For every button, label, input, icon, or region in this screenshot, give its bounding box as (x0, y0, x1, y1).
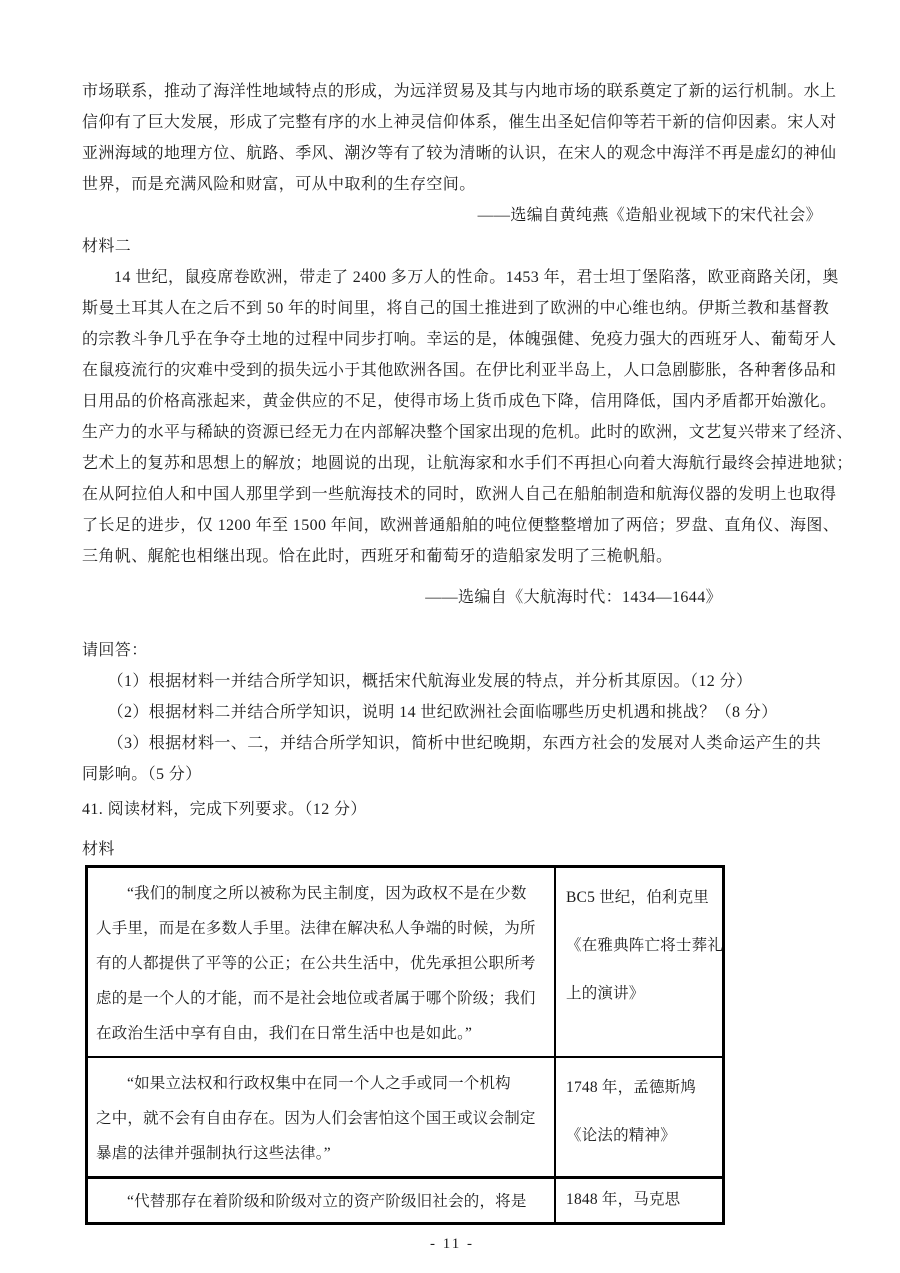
text-line: 在从阿拉伯人和中国人那里学到一些航海技术的同时，欧洲人自己在船舶制造和航海仪器的发明上也取得 (82, 486, 837, 503)
source-line: BC5 世纪，伯利克里 (566, 889, 710, 906)
source-line: 1848 年，马克思 (566, 1191, 681, 1208)
quote-line: “如果立法权和行政权集中在同一个人之手或同一个机构 (127, 1075, 511, 1092)
source-line: 《在雅典阵亡将士葬礼 (566, 937, 724, 954)
text-line: 的宗教斗争几乎在争夺土地的过程中同步打响。幸运的是，体魄强健、免疫力强大的西班牙人、葡萄牙人 (82, 331, 837, 348)
source-cell (555, 1057, 724, 1178)
page-number: - 11 - (430, 1236, 474, 1252)
text-line: 世界，而是充满风险和财富，可从中取利的生存空间。 (82, 176, 476, 193)
question-item-1: （1）根据材料一并结合所学知识，概括宋代航海业发展的特点，并分析其原因。（12 分） (107, 673, 753, 690)
quote-line: “代替那存在着阶级和阶级对立的资产阶级旧社会的，将是 (127, 1193, 527, 1210)
text-line: 三角帆、艉舵也相继出现。恰在此时，西班牙和葡萄牙的造船家发明了三桅帆船。 (82, 548, 673, 565)
material-one-attribution: ——选编自黄纯燕《造船业视域下的宋代社会》 (477, 207, 822, 224)
text-line: 生产力的水平与稀缺的资源已经无力在内部解决整个国家出现的危机。此时的欧洲，文艺复兴带来了经济、 (82, 424, 853, 441)
text-line: 在鼠疫流行的灾难中受到的损失远小于其他欧洲各国。在伊比利亚半岛上，人口急剧膨胀，各种奢侈品和 (82, 362, 837, 379)
table-row (87, 867, 724, 1058)
quote-line: “我们的制度之所以被称为民主制度，因为政权不是在少数 (127, 885, 527, 902)
material-two-heading: 材料二 (82, 238, 132, 255)
quotes-table (85, 865, 725, 1225)
quote-cell (87, 1057, 556, 1178)
quote-line: 虑的是一个人的才能，而不是社会地位或者属于哪个阶级；我们 (96, 990, 536, 1007)
source-line: 上的演讲》 (566, 985, 645, 1002)
quote-line: 有的人都提供了平等的公正；在公共生活中，优先承担公职所考 (96, 955, 536, 972)
material-two-attribution: ——选编自《大航海时代：1434—1644》 (425, 589, 722, 606)
text-line: 14 世纪，鼠疫席卷欧洲，带走了 2400 多万人的性命。1453 年，君士坦丁堡陷落，欧亚商路关闭，奥 (114, 269, 839, 286)
question-41-stem: 41. 阅读材料，完成下列要求。（12 分） (82, 801, 367, 818)
quote-line: 之中，就不会有自由存在。因为人们会害怕这个国王或议会制定 (96, 1110, 536, 1127)
text-line: 艺术上的复苏和思想上的解放；地圆说的出现，让航海家和水手们不再担心向着大海航行最终会掉进地狱； (82, 455, 853, 472)
table-row (87, 1178, 724, 1224)
text-line: 日用品的价格高涨起来，黄金供应的不足，使得市场上货币成色下降，信用降低，国内矛盾都开始激化。 (82, 393, 837, 410)
text-line: 了长足的进步，仅 1200 年至 1500 年间，欧洲普通船舶的吨位便整整增加了两倍；罗盘、直角仪、海图、 (82, 517, 840, 534)
text-line: 斯曼土耳其人在之后不到 50 年的时间里，将自己的国土推进到了欧洲的中心维也纳。伊斯兰教和基督教 (82, 300, 830, 317)
quote-cell (87, 867, 556, 1058)
quote-line: 在政治生活中享有自由，我们在日常生活中也是如此。” (96, 1025, 473, 1042)
source-line: 《论法的精神》 (566, 1127, 676, 1144)
source-cell (555, 867, 724, 1058)
material-two-paragraph (82, 262, 853, 572)
material-one-paragraph (82, 76, 837, 200)
source-line: 1748 年，孟德斯鸠 (566, 1079, 697, 1096)
question-item-2: （2）根据材料二并结合所学知识，说明 14 世纪欧洲社会面临哪些历史机遇和挑战？（8 分） (107, 704, 778, 721)
text-line: 亚洲海域的地理方位、航路、季风、潮汐等有了较为清晰的认识，在宋人的观念中海洋不再是虚幻的神仙 (82, 145, 837, 162)
text-line: 市场联系，推动了海洋性地域特点的形成，为远洋贸易及其与内地市场的联系奠定了新的运行机制。水上 (82, 83, 837, 100)
quote-cell (87, 1178, 556, 1224)
question-item-3: （3）根据材料一、二，并结合所学知识，简析中世纪晚期，东西方社会的发展对人类命运产生的共同影响。（5 分） (82, 735, 822, 783)
quote-line: 暴虐的法律并强制执行这些法律。” (96, 1145, 331, 1162)
answer-prompt: 请回答： (82, 642, 148, 659)
text-line: 信仰有了巨大发展，形成了完整有序的水上神灵信仰体系，催生出圣妃信仰等若干新的信仰因素。宋人对 (82, 114, 837, 131)
table-row (87, 1057, 724, 1178)
question-41-material-label: 材料 (82, 841, 115, 858)
source-cell (555, 1178, 724, 1224)
quote-line: 人手里，而是在多数人手里。法律在解决私人争端的时候，为所 (96, 920, 536, 937)
